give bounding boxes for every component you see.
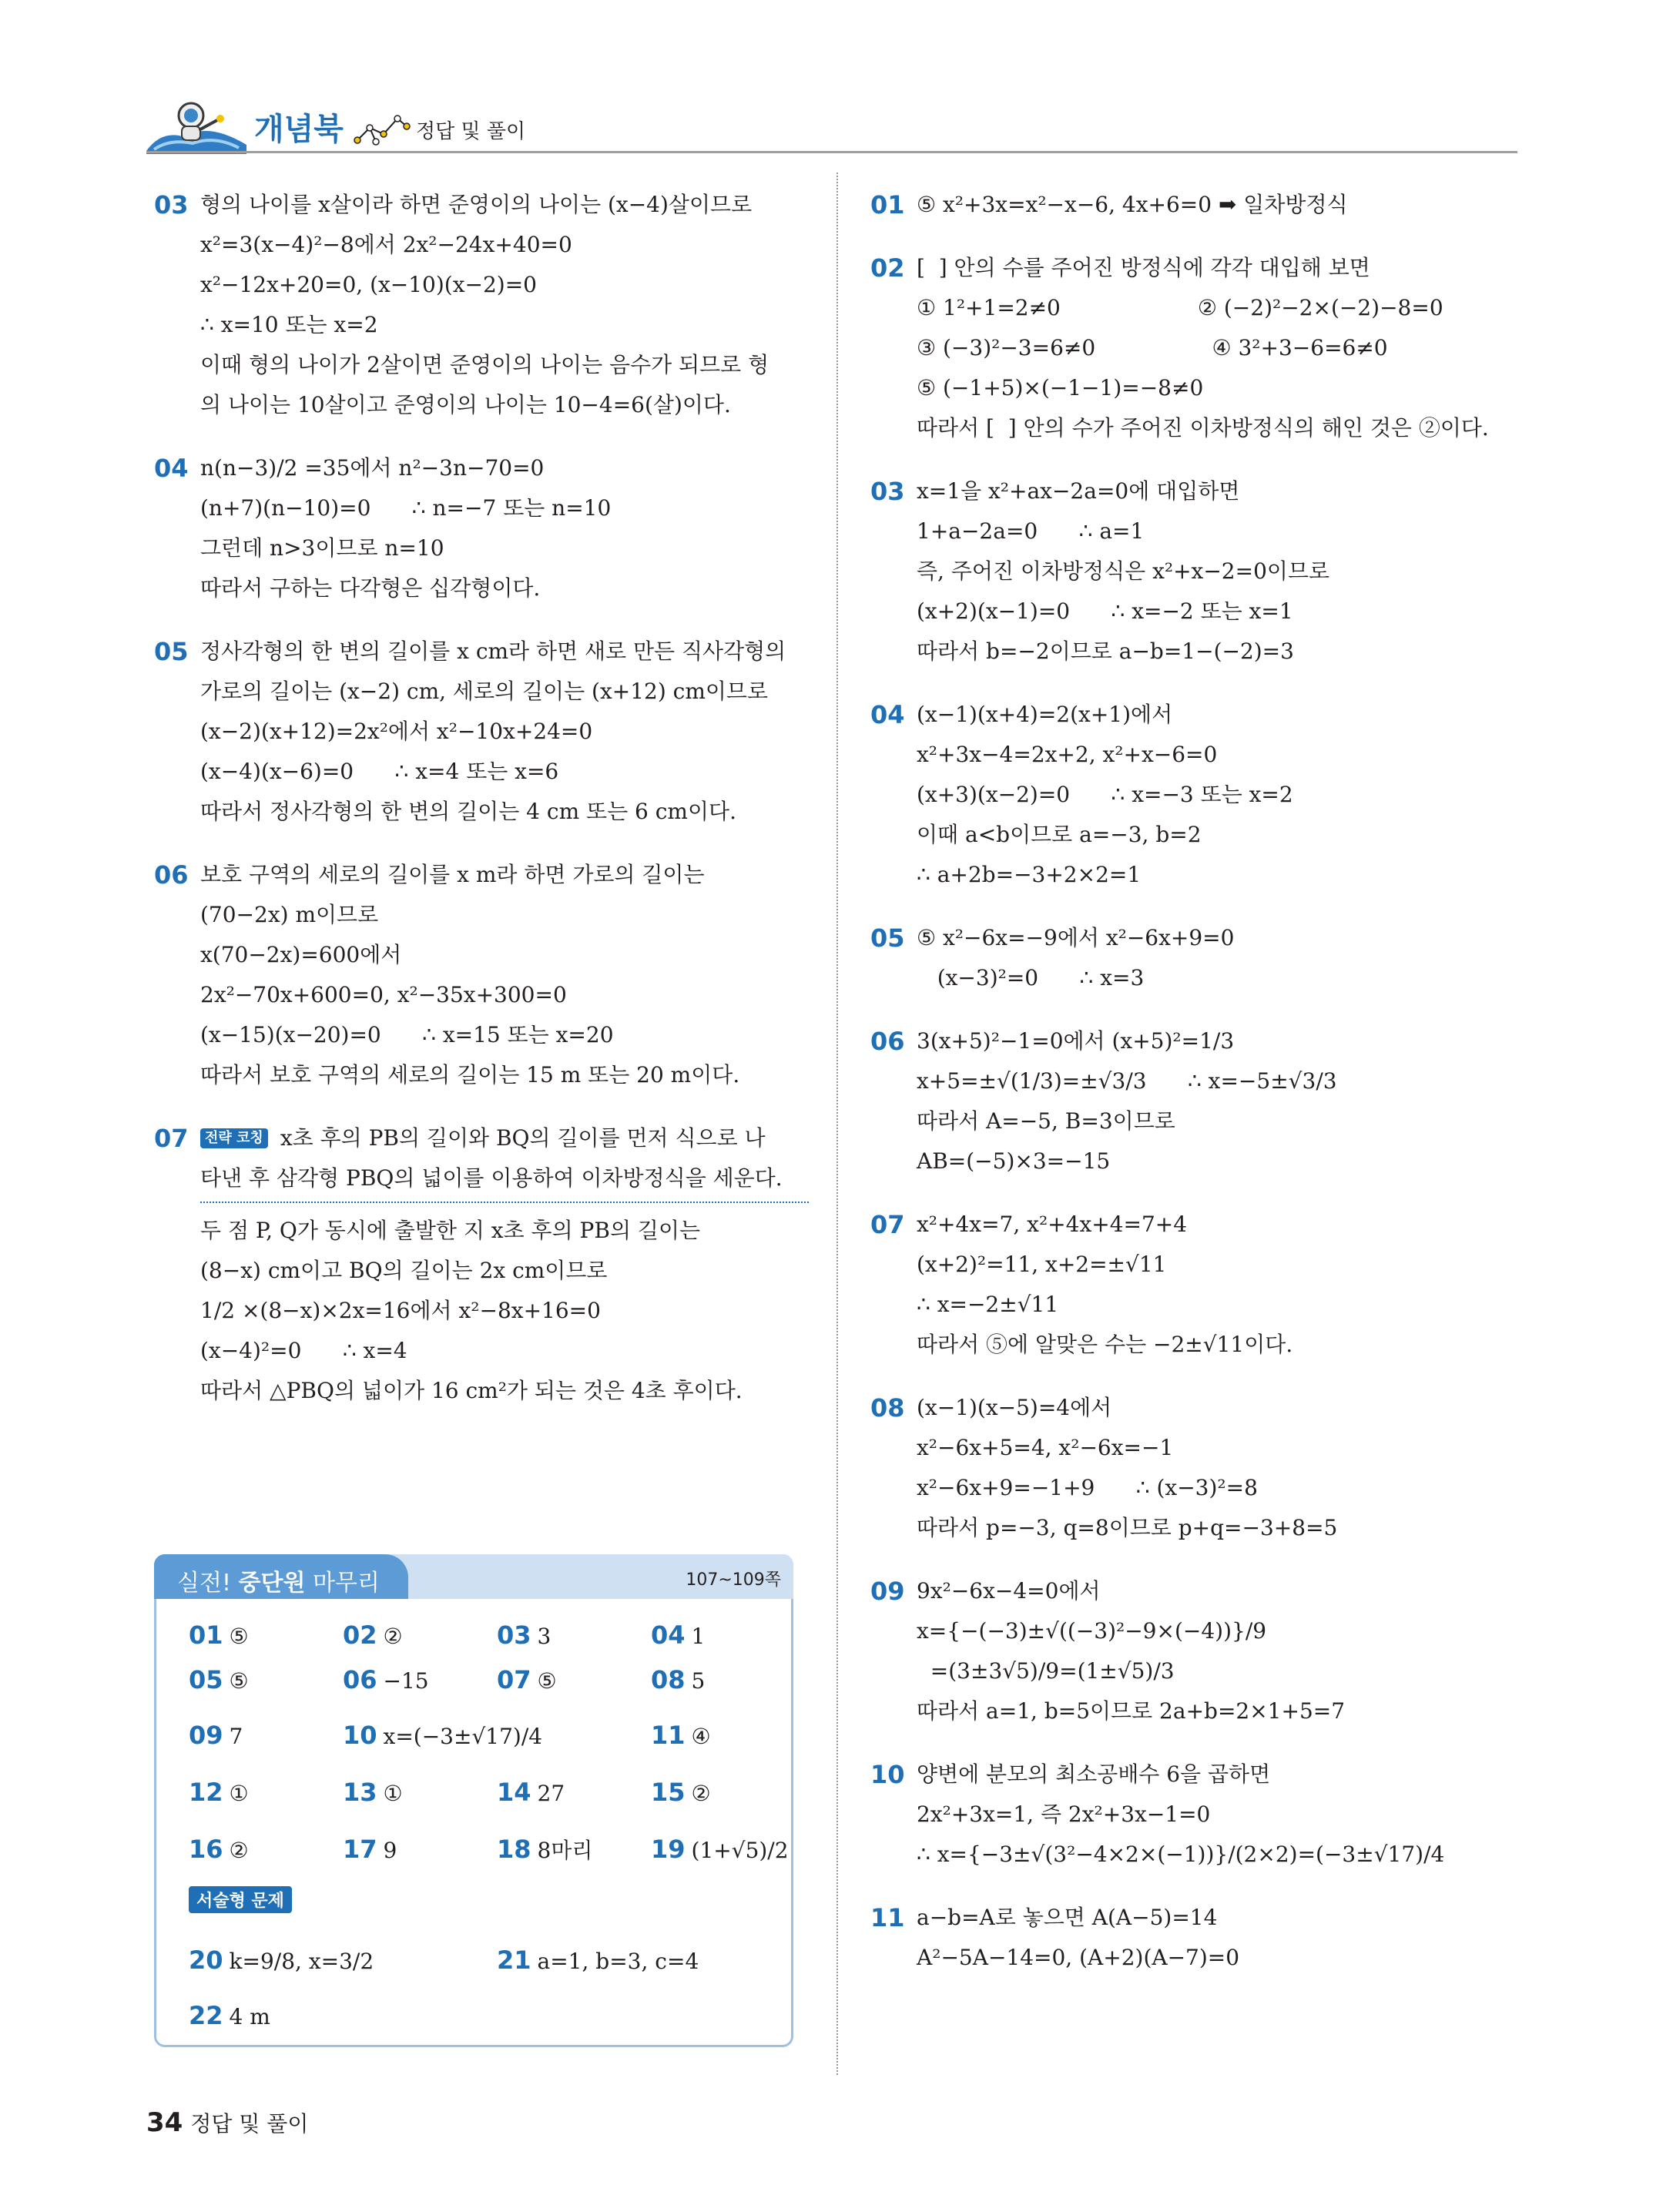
review-answer-number: 05 <box>189 1665 223 1694</box>
astronaut-logo-icon <box>146 99 254 154</box>
review-answer-value: x=(−3±√17)/4 <box>383 1724 543 1749</box>
review-answer <box>497 1777 565 1809</box>
strategy-tip <box>200 1118 809 1203</box>
review-answer-value: ⑤ <box>229 1668 249 1694</box>
solution-line: 9x²−6x−4=0에서 <box>917 1578 1101 1604</box>
review-answer-number: 02 <box>343 1620 377 1650</box>
review-page-range: 107~109쪽 <box>686 1570 781 1590</box>
solution-line: 따라서 △PBQ의 넓이가 16 cm²가 되는 것은 4초 후이다. <box>200 1378 743 1403</box>
item-number: 07 <box>154 1124 189 1153</box>
solution-line: x²=3(x−4)²−8에서 2x²−24x+40=0 <box>200 232 572 257</box>
review-answer-number: 18 <box>497 1835 531 1864</box>
solution-line: 1/2 ×(8−x)×2x=16에서 x²−8x+16=0 <box>200 1298 601 1323</box>
review-answer-number: 07 <box>497 1665 531 1694</box>
solution-item-06 <box>154 855 809 1095</box>
review-answer-number: 08 <box>651 1665 686 1694</box>
solution-line: ⑤ x²+3x=x²−x−6, 4x+6=0 ➡ 일차방정식 <box>917 192 1348 217</box>
solution-line: ③ (−3)²−3=6≠0 ④ 3²+3−6=6≠0 <box>917 335 1388 360</box>
solution-line: (70−2x) m이므로 <box>200 902 379 927</box>
review-answer-number: 03 <box>497 1620 531 1650</box>
solution-line: x+5=±√(1/3)=±√3/3 ∴ x=−5±√3/3 <box>917 1068 1337 1094</box>
solution-line: AB=(−5)×3=−15 <box>917 1148 1111 1174</box>
item-number: 03 <box>870 477 905 506</box>
item-number: 08 <box>870 1393 905 1423</box>
essay-answer <box>189 1945 374 1977</box>
solution-line: 따라서 구하는 다각형은 십각형이다. <box>200 575 541 601</box>
review-answer <box>189 1777 249 1809</box>
review-answer-number: 09 <box>189 1721 223 1750</box>
review-answer-value: ① <box>383 1781 403 1806</box>
item-number: 11 <box>870 1903 905 1932</box>
solution-line: 이때 a<b이므로 a=−3, b=2 <box>917 822 1202 847</box>
solution-line: 2x²+3x=1, 즉 2x²+3x−1=0 <box>917 1801 1211 1827</box>
review-answer-value: 9 <box>383 1838 397 1863</box>
solution-item-11 <box>870 1898 1525 1978</box>
review-answer-value: (1+√5)/2 <box>691 1838 789 1863</box>
review-answer <box>343 1664 429 1697</box>
page-footer <box>146 2107 308 2138</box>
solution-line: 이때 형의 나이가 2살이면 준영이의 나이는 음수가 되므로 형 <box>200 352 769 377</box>
solution-line: (x−15)(x−20)=0 ∴ x=15 또는 x=20 <box>200 1022 614 1047</box>
page-header <box>146 99 1517 154</box>
solution-line: (x−1)(x+4)=2(x+1)에서 <box>917 702 1173 727</box>
review-answer <box>343 1620 403 1652</box>
review-answer <box>651 1777 711 1809</box>
solution-item-04 <box>154 448 809 608</box>
solution-line: 두 점 P, Q가 동시에 출발한 지 x초 후의 PB의 길이는 <box>200 1218 701 1243</box>
review-answer <box>497 1834 592 1866</box>
solution-item-02 <box>870 248 1525 448</box>
solution-line: 보호 구역의 세로의 길이를 x m라 하면 가로의 길이는 <box>200 862 705 887</box>
solution-line: x²−6x+5=4, x²−6x=−1 <box>917 1435 1174 1460</box>
solution-line: 3(x+5)²−1=0에서 (x+5)²=1/3 <box>917 1028 1235 1054</box>
essay-answer-value: 4 m <box>229 2004 270 2029</box>
review-answer-number: 12 <box>189 1778 223 1807</box>
tip-line: 타낸 후 삼각형 PBQ의 넓이를 이용하여 이차방정식을 세운다. <box>200 1165 783 1191</box>
review-answer <box>651 1620 705 1652</box>
solution-line: 따라서 p=−3, q=8이므로 p+q=−3+8=5 <box>917 1515 1338 1540</box>
solution-line: ∴ x=−2±√11 <box>917 1292 1059 1317</box>
item-number: 06 <box>870 1027 905 1056</box>
solution-line: (x−2)(x+12)=2x²에서 x²−10x+24=0 <box>200 719 593 744</box>
solution-item-03 <box>870 471 1525 672</box>
header-rule <box>146 151 1517 153</box>
solution-line: 즉, 주어진 이차방정식은 x²+x−2=0이므로 <box>917 558 1330 584</box>
review-header <box>154 1554 793 1599</box>
essay-answer-number: 20 <box>189 1946 223 1975</box>
solution-line: x(70−2x)=600에서 <box>200 942 402 967</box>
review-answer-number: 14 <box>497 1778 531 1807</box>
review-answer-value: ② <box>229 1838 249 1863</box>
review-answer <box>651 1720 711 1752</box>
review-answer <box>497 1620 551 1652</box>
solution-item-01 <box>870 185 1525 225</box>
review-answer-number: 10 <box>343 1721 377 1750</box>
review-answer-number: 15 <box>651 1778 686 1807</box>
column-divider <box>836 173 838 2075</box>
right-column <box>870 185 1525 2001</box>
solution-line: a−b=A로 놓으면 A(A−5)=14 <box>917 1905 1218 1930</box>
solution-line: (x−4)(x−6)=0 ∴ x=4 또는 x=6 <box>200 759 559 784</box>
book-title: 개념북 <box>254 112 344 147</box>
tip-line: x초 후의 PB의 길이와 BQ의 길이를 먼저 식으로 나 <box>280 1125 766 1151</box>
strategy-tip-label: 전략 코칭 <box>200 1128 268 1148</box>
solution-line: 따라서 A=−5, B=3이므로 <box>917 1108 1175 1134</box>
solution-item-04 <box>870 695 1525 895</box>
review-answer-number: 06 <box>343 1665 377 1694</box>
solution-item-07 <box>154 1118 809 1411</box>
solution-line: x=1을 x²+ax−2a=0에 대입하면 <box>917 478 1240 504</box>
review-answer-number: 17 <box>343 1835 377 1864</box>
item-number: 05 <box>870 923 905 953</box>
review-answer-number: 01 <box>189 1620 223 1650</box>
review-answer <box>189 1620 249 1652</box>
solution-line: 2x²−70x+600=0, x²−35x+300=0 <box>200 982 567 1007</box>
review-answer-value: ② <box>691 1781 711 1806</box>
review-tab <box>154 1554 408 1599</box>
essay-answer-number: 21 <box>497 1946 531 1975</box>
solution-line: 양변에 분모의 최소공배수 6을 곱하면 <box>917 1761 1271 1787</box>
review-answer-number: 13 <box>343 1778 377 1807</box>
review-answer-number: 16 <box>189 1835 223 1864</box>
item-number: 06 <box>154 860 189 890</box>
solution-line: 따라서 [ ] 안의 수가 주어진 이차방정식의 해인 것은 ②이다. <box>917 415 1489 441</box>
solution-item-05 <box>870 918 1525 998</box>
footer-label: 정답 및 풀이 <box>190 2111 309 2137</box>
solution-line: x²+4x=7, x²+4x+4=7+4 <box>917 1212 1188 1237</box>
solution-line: 정사각형의 한 변의 길이를 x cm라 하면 새로 만든 직사각형의 <box>200 638 786 664</box>
solution-line: 따라서 보호 구역의 세로의 길이는 15 m 또는 20 m이다. <box>200 1062 740 1088</box>
item-number: 03 <box>154 190 189 220</box>
review-answer-value: −15 <box>383 1668 429 1694</box>
solution-line: (x+2)²=11, x+2=±√11 <box>917 1252 1167 1277</box>
solution-line: (x−1)(x−5)=4에서 <box>917 1395 1112 1420</box>
solution-line: 따라서 b=−2이므로 a−b=1−(−2)=3 <box>917 638 1294 664</box>
review-answer <box>343 1720 542 1752</box>
review-answer-number: 19 <box>651 1835 686 1864</box>
review-answer <box>497 1664 557 1697</box>
review-answer-value: 3 <box>537 1624 552 1649</box>
solution-line: ∴ a+2b=−3+2×2=1 <box>917 862 1142 887</box>
left-column <box>154 185 809 1434</box>
solution-line: ⑤ (−1+5)×(−1−1)=−8≠0 <box>917 375 1204 401</box>
solution-item-09 <box>870 1571 1525 1731</box>
review-answer-value: ② <box>383 1624 403 1649</box>
solution-item-06 <box>870 1021 1525 1181</box>
solution-line: 그런데 n>3이므로 n=10 <box>200 535 444 561</box>
solution-line: [ ] 안의 수를 주어진 방정식에 각각 대입해 보면 <box>917 255 1370 280</box>
solution-line: (n+7)(n−10)=0 ∴ n=−7 또는 n=10 <box>200 495 612 521</box>
item-number: 05 <box>154 637 189 666</box>
review-answer-value: ⑤ <box>537 1668 557 1694</box>
review-answer <box>343 1777 403 1809</box>
essay-answer <box>497 1945 699 1977</box>
item-number: 04 <box>154 454 189 483</box>
item-number: 09 <box>870 1577 905 1606</box>
solution-item-03 <box>154 185 809 425</box>
solution-line: x²−6x+9=−1+9 ∴ (x−3)²=8 <box>917 1475 1258 1500</box>
review-answer <box>189 1834 249 1866</box>
review-answer <box>651 1664 705 1697</box>
solution-line: 의 나이는 10살이고 준영이의 나이는 10−4=6(살)이다. <box>200 392 731 417</box>
review-answer <box>189 1664 249 1697</box>
review-answer-value: 7 <box>229 1724 243 1749</box>
item-number: 02 <box>870 253 905 283</box>
review-answer-number: 11 <box>651 1721 686 1750</box>
review-answer-value: ④ <box>691 1724 711 1749</box>
solution-line: 따라서 정사각형의 한 변의 길이는 4 cm 또는 6 cm이다. <box>200 799 736 824</box>
solution-line: (8−x) cm이고 BQ의 길이는 2x cm이므로 <box>200 1258 608 1283</box>
essay-answer-value: a=1, b=3, c=4 <box>537 1949 699 1974</box>
solution-item-05 <box>154 632 809 832</box>
solution-line: ∴ x={−3±√(3²−4×2×(−1))}/(2×2)=(−3±√17)/4 <box>917 1842 1445 1867</box>
item-number: 10 <box>870 1760 905 1789</box>
review-answer-number: 04 <box>651 1620 686 1650</box>
solution-line: (x−4)²=0 ∴ x=4 <box>200 1338 407 1363</box>
item-number: 07 <box>870 1210 905 1239</box>
header-subtitle: 정답 및 풀이 <box>416 120 526 143</box>
solution-line: ① 1²+1=2≠0 ② (−2)²−2×(−2)−8=0 <box>917 295 1443 320</box>
solution-item-07 <box>870 1205 1525 1365</box>
solution-item-08 <box>870 1388 1525 1548</box>
essay-answer-number: 22 <box>189 2001 223 2030</box>
solution-line: 1+a−2a=0 ∴ a=1 <box>917 518 1145 544</box>
review-answer-value: ⑤ <box>229 1624 249 1649</box>
essay-answer-value: k=9/8, x=3/2 <box>229 1949 374 1974</box>
solution-line: x²−12x+20=0, (x−10)(x−2)=0 <box>200 272 537 297</box>
item-number: 01 <box>870 190 905 220</box>
solution-line: A²−5A−14=0, (A+2)(A−7)=0 <box>917 1945 1240 1970</box>
solution-line: 형의 나이를 x살이라 하면 준영이의 나이는 (x−4)살이므로 <box>200 192 753 217</box>
solution-line: x²+3x−4=2x+2, x²+x−6=0 <box>917 742 1218 767</box>
constellation-icon <box>353 112 411 146</box>
solution-item-10 <box>870 1755 1525 1875</box>
solution-line: =(3±3√5)/9=(1±√5)/3 <box>917 1658 1175 1684</box>
solution-line: (x−3)²=0 ∴ x=3 <box>917 965 1145 990</box>
chapter-review-box <box>154 1554 793 2047</box>
page-number: 34 <box>146 2107 183 2138</box>
solution-line: (x+2)(x−1)=0 ∴ x=−2 또는 x=1 <box>917 598 1293 624</box>
review-title: 실전! 중단원 마무리 <box>177 1570 380 1597</box>
review-answer <box>343 1834 397 1866</box>
solution-line: n(n−3)/2 =35에서 n²−3n−70=0 <box>200 455 545 481</box>
review-answer-value: 27 <box>537 1781 565 1806</box>
solution-line: 가로의 길이는 (x−2) cm, 세로의 길이는 (x+12) cm이므로 <box>200 679 769 704</box>
solution-line: 따라서 ⑤에 알맞은 수는 −2±√11이다. <box>917 1332 1293 1357</box>
solution-line: x={−(−3)±√((−3)²−9×(−4))}/9 <box>917 1618 1267 1644</box>
review-answer-value: 8마리 <box>537 1838 593 1863</box>
solution-line: ∴ x=10 또는 x=2 <box>200 312 378 337</box>
essay-answer <box>189 2000 270 2033</box>
review-answer-value: 1 <box>691 1624 706 1649</box>
item-number: 04 <box>870 700 905 729</box>
solution-line: ⑤ x²−6x=−9에서 x²−6x+9=0 <box>917 925 1235 950</box>
review-answer-value: ① <box>229 1781 249 1806</box>
solution-line: 따라서 a=1, b=5이므로 2a+b=2×1+5=7 <box>917 1698 1346 1724</box>
review-answer <box>651 1834 789 1866</box>
review-answer-value: 5 <box>691 1668 706 1694</box>
solution-line: (x+3)(x−2)=0 ∴ x=−3 또는 x=2 <box>917 782 1293 807</box>
essay-label: 서술형 문제 <box>189 1886 292 1913</box>
review-answer <box>189 1720 243 1752</box>
